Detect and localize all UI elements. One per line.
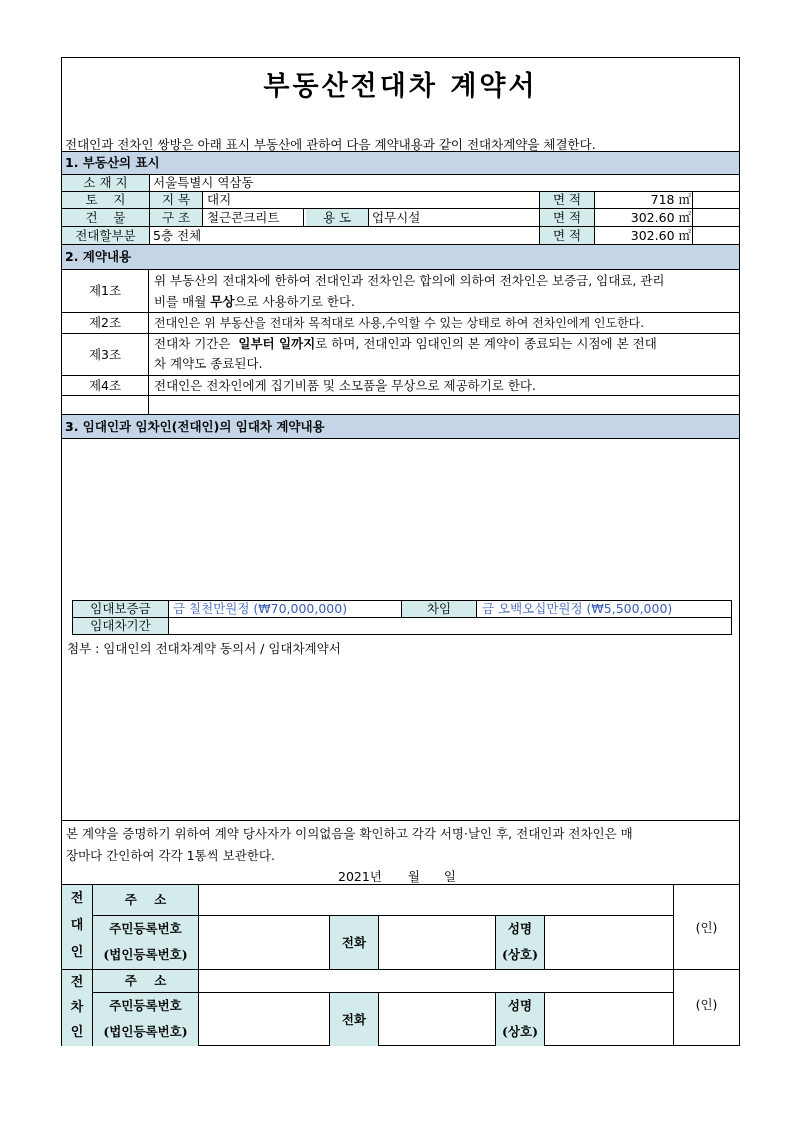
article-1-line-2-c: 으로 사용하기로 한다.: [234, 294, 356, 309]
sublessee-address-label: 주 소: [93, 970, 198, 992]
article-1-line-1: 위 부동산의 전대차에 한하여 전대인과 전차인은 합의에 의하여 전차인은 보증금, 임대료, 관리: [154, 273, 665, 288]
use-label: 용 도: [306, 209, 368, 226]
building-label: 건 물: [62, 209, 149, 226]
section-2-heading: 2. 계약내용: [62, 245, 739, 269]
sublessee-side-1: 전: [70, 975, 84, 990]
building-area-value: 302.60 ㎡: [630, 210, 691, 225]
article-3-line-2: 차 계약도 종료된다.: [154, 356, 263, 371]
sublessor-side-label: [62, 885, 92, 969]
contract-date: [338, 867, 456, 885]
sublessor-side-1: 전: [70, 891, 84, 906]
sublease-area-value: 302.60 ㎡: [630, 228, 691, 243]
sublessor-id-label-2: (법인등록번호): [103, 947, 188, 962]
sublessee-phone-label: 전화: [330, 993, 378, 1046]
sublessee-side-2: 차: [70, 1000, 84, 1015]
sublessor-address-field[interactable]: [199, 885, 673, 915]
article-3-line-1-c: 로 하며, 전대인과 임대인의 본 계약이 종료되는 시점에 본 전대: [315, 336, 657, 351]
rent-label: 차임: [402, 601, 476, 617]
date-month: 월: [407, 869, 420, 884]
article-2-label: 제2조: [88, 315, 122, 330]
article-2-text: 전대인은 위 부동산을 전대차 목적대로 사용,수익할 수 있는 상태로 하여 전차인에게 인도한다.: [154, 316, 645, 330]
date-day: 일: [443, 869, 456, 884]
sublessor-side-2: 대: [70, 918, 84, 933]
closing-line-1: 본 계약을 증명하기 위하여 계약 당사자가 이의없음을 확인하고 각각 서명·날인 후, 전대인과 전차인은 매: [66, 826, 633, 841]
article-3-line-1-a: 전대차 기간은: [154, 336, 239, 351]
article-3-line-1: [154, 335, 738, 353]
article-4-label: 제4조: [88, 378, 122, 393]
sublessor-address-label: 주 소: [93, 885, 198, 915]
sublessor-phone-field[interactable]: [379, 916, 495, 969]
use-value: 업무시설: [372, 210, 421, 225]
land-category-label: 지 목: [150, 192, 202, 208]
land-label: 토 지: [62, 192, 149, 208]
sublessor-id-label-1: 주민등록번호: [109, 921, 182, 936]
sublessor-side-3: 인: [70, 945, 84, 960]
section-1-heading: 1. 부동산의 표시: [62, 152, 739, 174]
lease-table: [72, 600, 732, 635]
intro-text: 전대인과 전차인 쌍방은 아래 표시 부동산에 관하여 다음 계약내용과 같이 전대차계약을 체결한다.: [65, 137, 596, 152]
sublessee-id-label-2: (법인등록번호): [103, 1024, 188, 1039]
article-1-label: 제1조: [88, 283, 122, 298]
closing-line-2: 장마다 간인하여 각각 1통씩 보관한다.: [66, 848, 275, 863]
sublessor-id-label: [93, 916, 198, 969]
article-1-line-2: [154, 293, 738, 311]
location-label: 소 재 지: [62, 175, 149, 191]
sublessee-id-label-1: 주민등록번호: [109, 998, 182, 1013]
article-1-free: 무상: [210, 294, 235, 309]
structure-value: 철근콘크리트: [207, 210, 280, 225]
sublessor-seal: (인): [695, 920, 718, 935]
contract-document: [61, 57, 740, 1046]
article-3-label: 제3조: [88, 347, 122, 362]
structure-label: 구 조: [150, 209, 202, 226]
article-4-text: 전대인은 전차인에게 집기비품 및 소모품을 무상으로 제공하기로 한다.: [154, 378, 536, 393]
sublessor-id-field[interactable]: [199, 916, 329, 969]
sublessee-name-label-2: (상호): [502, 1024, 538, 1039]
article-1-line-2-a: 비를 매월: [154, 294, 211, 309]
deposit-value: 금 칠천만원정 (₩70,000,000): [173, 601, 348, 616]
section-3-heading: 3. 임대인과 임차인(전대인)의 임대차 계약내용: [62, 415, 739, 438]
sublessee-side-label: [62, 970, 92, 1046]
sublessor-name-field[interactable]: [545, 916, 673, 969]
date-year: 2021년: [338, 869, 382, 884]
land-category-value: 대지: [207, 192, 232, 207]
sublease-part-value: 5층 전체: [153, 228, 202, 243]
land-area-label: 면 적: [540, 192, 594, 208]
land-area-value: 718 ㎡: [650, 192, 691, 207]
page-title: 부동산전대차 계약서: [263, 71, 538, 102]
rent-value: 금 오백오십만원정 (₩5,500,000): [482, 601, 673, 616]
sublessee-phone-field[interactable]: [379, 993, 495, 1046]
sublease-part-label: 전대할부분: [62, 227, 149, 244]
sublease-area-label: 면 적: [540, 227, 594, 244]
lease-period-label: 임대차기간: [73, 618, 168, 634]
attachment-note: 첨부 : 임대인의 전대차계약 동의서 / 임대차계약서: [67, 641, 341, 656]
sublessee-seal: (인): [695, 997, 718, 1012]
deposit-label: 임대보증금: [73, 601, 168, 617]
sublessee-name-label-1: 성명: [507, 998, 533, 1013]
sublessor-name-label-1: 성명: [507, 921, 533, 936]
sublessee-name-label: [496, 993, 544, 1046]
sublessor-phone-label: 전화: [330, 916, 378, 969]
sublessee-name-field[interactable]: [545, 993, 673, 1046]
sublessee-address-field[interactable]: [199, 970, 673, 992]
article-3-period: 일부터 일까지: [238, 336, 316, 351]
sublessee-side-3: 인: [70, 1025, 84, 1040]
building-area-label: 면 적: [540, 209, 594, 226]
sublessee-id-field[interactable]: [199, 993, 329, 1046]
sublessor-name-label: [496, 916, 544, 969]
sublessor-name-label-2: (상호): [502, 947, 538, 962]
sublessee-id-label: [93, 993, 198, 1046]
location-value: 서울특별시 역삼동: [153, 175, 254, 190]
